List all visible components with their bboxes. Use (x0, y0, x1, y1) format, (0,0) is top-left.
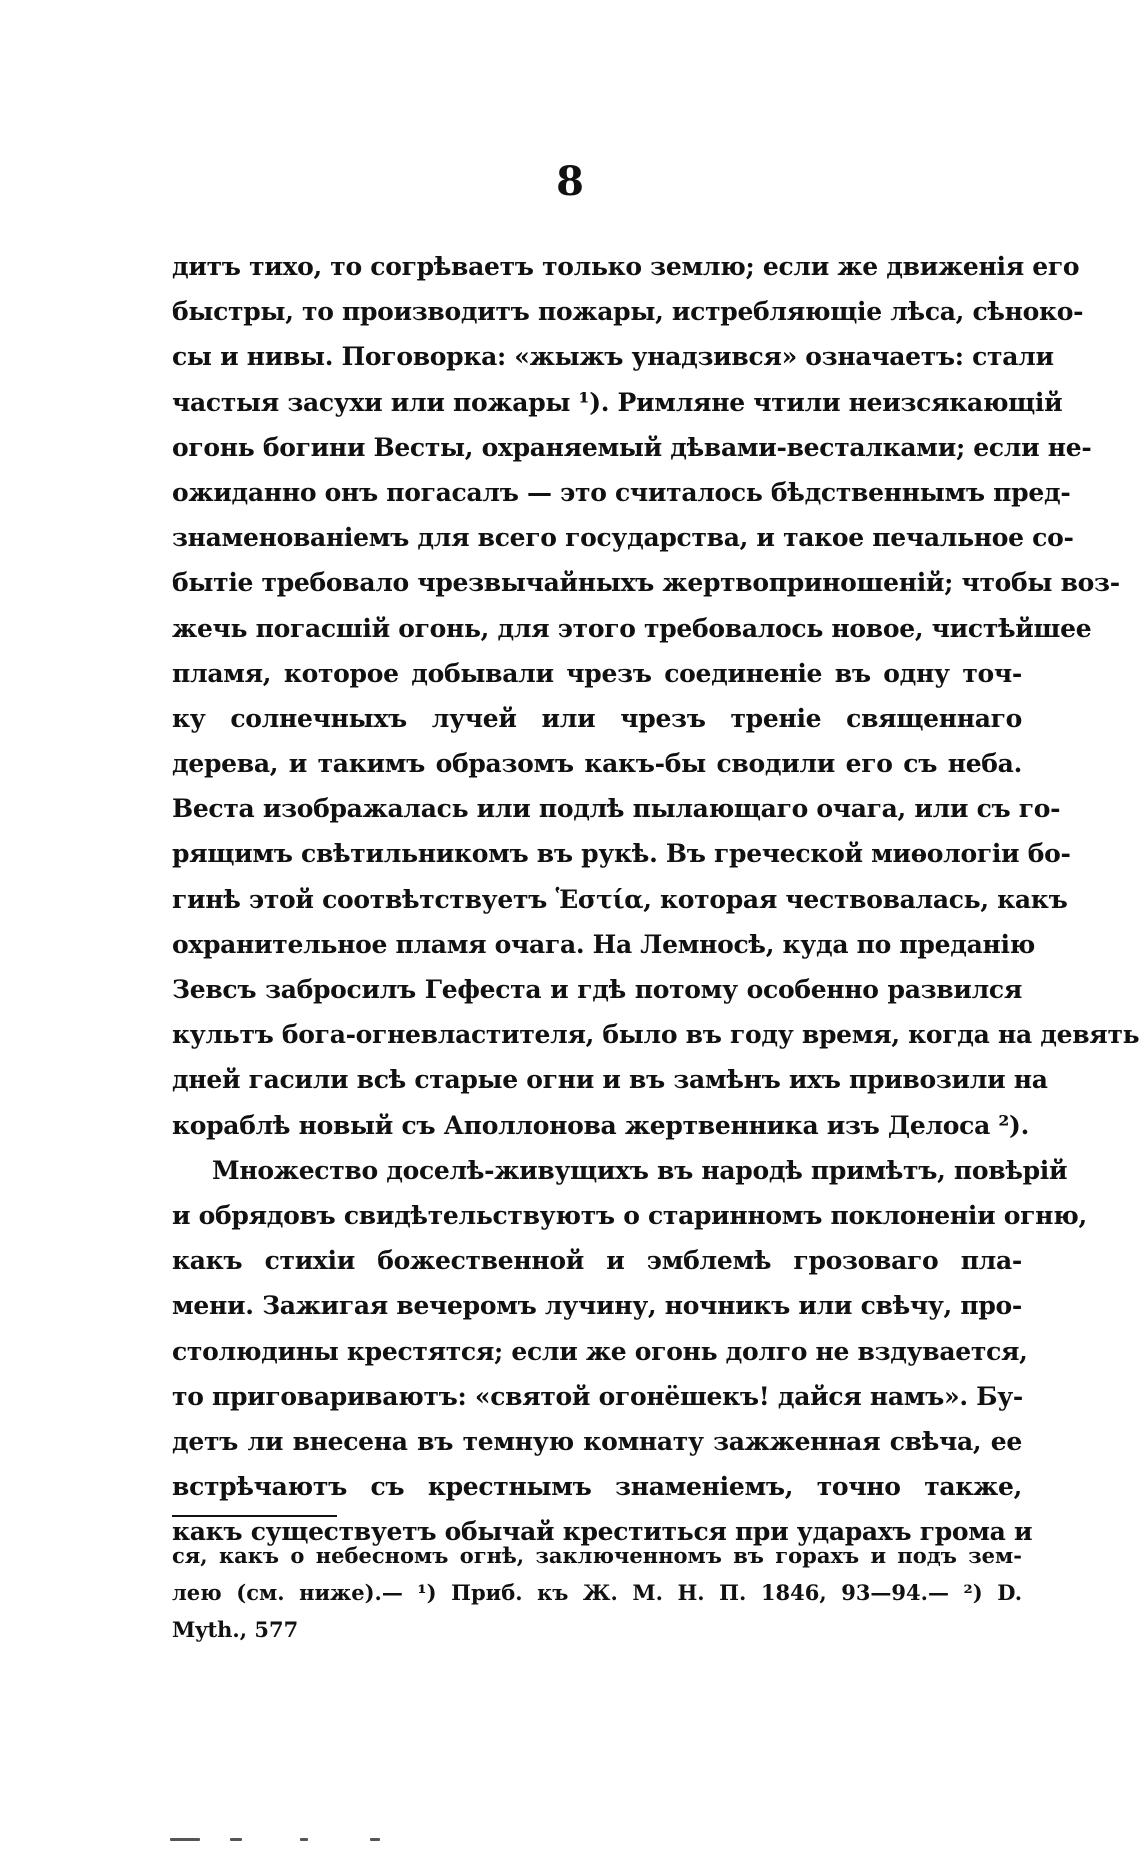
text-line: бытіе требовало чрезвычайныхъ жертвоприношеній; чтобы воз- (172, 568, 1120, 598)
body-text (172, 244, 1140, 1554)
text-line: то приговариваютъ: «святой огонёшекъ! дайся намъ». Бу- (172, 1381, 1024, 1411)
footnote-line: Myth., 577 (172, 1617, 299, 1642)
text-line: рящимъ свѣтильникомъ въ рукѣ. Въ греческой миѳологіи бо- (172, 839, 1071, 869)
text-line: частыя засухи или пожары ¹). Римляне чтили неизсякающій (172, 387, 1063, 417)
scan-speck (300, 1838, 308, 1841)
text-line-paragraph-start: Множество доселѣ-живущихъ въ народѣ примѣтъ, повѣрій (212, 1155, 1068, 1185)
text-line: знаменованіемъ для всего государства, и такое печальное со- (172, 523, 1074, 553)
text-line: жечь погасшій огонь, для этого требовалось новое, чистѣйшее (172, 613, 1092, 643)
text-line: мени. Зажигая вечеромъ лучину, ночникъ или свѣчу, про- (172, 1291, 1022, 1321)
text-line: ожиданно онъ погасалъ — это считалось бѣдственнымъ пред- (172, 477, 1071, 507)
text-line: какъ существуетъ обычай креститься при ударахъ грома и (172, 1517, 1033, 1547)
text-line: и обрядовъ свидѣтельствуютъ о старинномъ поклоненіи огню, (172, 1200, 1087, 1230)
scan-specks (160, 1838, 660, 1844)
text-line: сы и нивы. Поговорка: «жыжъ унадзився» означаетъ: стали (172, 342, 1054, 372)
text-line: встрѣчаютъ съ крестнымъ знаменіемъ, точно также, (172, 1472, 1022, 1502)
text-line: гинѣ этой соотвѣтствуетъ Ἑστία, которая чествовалась, какъ (172, 884, 1068, 914)
footnotes (172, 1537, 1022, 1648)
text-line: детъ ли внесена въ темную комнату зажженная свѣча, ее (172, 1426, 1022, 1456)
text-line: дитъ тихо, то согрѣваетъ только землю; если же движенія его (172, 252, 1080, 281)
text-line: какъ стихіи божественной и эмблемѣ грозоваго пла- (172, 1246, 1022, 1276)
text-line: столюдины крестятся; если же огонь долго не вздувается, (172, 1336, 1028, 1366)
text-line: охранительное пламя очага. На Лемносѣ, куда по преданію (172, 929, 1035, 959)
text-line: огонь богини Весты, охраняемый дѣвами-весталками; если не- (172, 432, 1092, 462)
footnote-line: лею (см. ниже).— ¹) Приб. къ Ж. М. Н. П. 1846, 93—94.— ²) D. (172, 1580, 1022, 1605)
text-line: Зевсъ забросилъ Гефеста и гдѣ потому особенно развился (172, 975, 1022, 1004)
text-line: ку солнечныхъ лучей или чрезъ треніе священнаго (172, 703, 1022, 733)
scan-speck (170, 1838, 200, 1841)
text-line: культъ бога-огневластителя, было въ году время, когда на девять (172, 1020, 1140, 1050)
scan-speck (230, 1838, 242, 1841)
footnote-divider (172, 1515, 337, 1517)
text-line: дней гасили всѣ старые огни и въ замѣнъ ихъ привозили на (172, 1065, 1048, 1095)
text-line: Веста изображалась или подлѣ пылающаго очага, или съ го- (172, 794, 1061, 824)
text-line: пламя, которое добывали чрезъ соединеніе въ одну точ- (172, 658, 1022, 688)
scan-speck (370, 1838, 380, 1841)
text-line: кораблѣ новый съ Аполлонова жертвенника изъ Делоса ²). (172, 1110, 1029, 1140)
page-number: 8 (556, 158, 584, 205)
text-line: дерева, и такимъ образомъ какъ-бы сводили его съ неба. (172, 749, 1022, 779)
text-line: быстры, то производитъ пожары, истребляющіе лѣса, сѣноко- (172, 297, 1084, 327)
footnote-line: ся, какъ о небесномъ огнѣ, заключенномъ въ горахъ и подъ зем- (172, 1543, 1022, 1568)
